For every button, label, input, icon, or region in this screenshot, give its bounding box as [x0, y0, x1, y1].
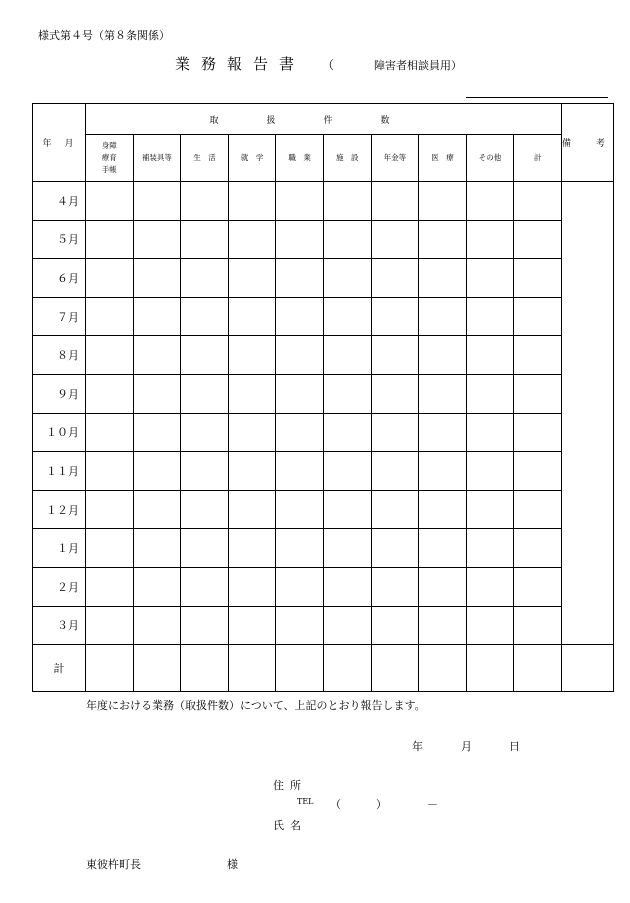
- category-header: 職 業: [276, 135, 324, 182]
- month-label: ６月: [33, 259, 86, 298]
- count-cell[interactable]: [371, 297, 419, 336]
- count-cell[interactable]: [514, 452, 562, 491]
- count-cell[interactable]: [323, 220, 371, 259]
- count-cell[interactable]: [228, 259, 276, 298]
- total-cell[interactable]: [133, 645, 181, 692]
- count-cell[interactable]: [419, 259, 467, 298]
- table-row: [33, 220, 614, 259]
- count-cell[interactable]: [133, 374, 181, 413]
- count-cell[interactable]: [371, 490, 419, 529]
- count-cell[interactable]: [86, 374, 134, 413]
- category-header: その他: [466, 135, 514, 182]
- count-cell[interactable]: [419, 220, 467, 259]
- count-cell[interactable]: [323, 182, 371, 221]
- count-cell[interactable]: [371, 182, 419, 221]
- count-cell[interactable]: [419, 606, 467, 645]
- count-cell[interactable]: [276, 297, 324, 336]
- count-cell[interactable]: [86, 606, 134, 645]
- total-cell[interactable]: [86, 645, 134, 692]
- count-cell[interactable]: [419, 490, 467, 529]
- count-cell[interactable]: [181, 297, 229, 336]
- count-cell[interactable]: [181, 259, 229, 298]
- count-cell[interactable]: [371, 567, 419, 606]
- count-cell[interactable]: [181, 529, 229, 568]
- count-cell[interactable]: [371, 220, 419, 259]
- count-cell[interactable]: [181, 606, 229, 645]
- count-cell[interactable]: [419, 567, 467, 606]
- count-cell[interactable]: [228, 374, 276, 413]
- count-cell[interactable]: [228, 567, 276, 606]
- category-header-row: [33, 135, 614, 182]
- month-label: ７月: [33, 297, 86, 336]
- count-cell[interactable]: [466, 259, 514, 298]
- month-label: １０月: [33, 413, 86, 452]
- count-cell[interactable]: [276, 336, 324, 375]
- count-cell[interactable]: [371, 259, 419, 298]
- count-cell[interactable]: [228, 490, 276, 529]
- count-cell[interactable]: [133, 452, 181, 491]
- count-cell[interactable]: [514, 297, 562, 336]
- count-cell[interactable]: [181, 490, 229, 529]
- count-cell[interactable]: [371, 413, 419, 452]
- count-cell[interactable]: [86, 452, 134, 491]
- count-cell[interactable]: [419, 336, 467, 375]
- table-row: [33, 182, 614, 221]
- count-cell[interactable]: [419, 182, 467, 221]
- count-cell[interactable]: [228, 297, 276, 336]
- count-cell[interactable]: [181, 182, 229, 221]
- total-cell[interactable]: [181, 645, 229, 692]
- count-cell[interactable]: [514, 529, 562, 568]
- count-cell[interactable]: [181, 336, 229, 375]
- count-cell[interactable]: [323, 259, 371, 298]
- count-cell[interactable]: [419, 529, 467, 568]
- month-label: ３月: [33, 606, 86, 645]
- total-label: 計: [33, 645, 86, 692]
- count-cell[interactable]: [133, 567, 181, 606]
- count-cell[interactable]: [86, 529, 134, 568]
- count-cell[interactable]: [86, 336, 134, 375]
- blank-line: [466, 97, 608, 98]
- count-cell[interactable]: [371, 336, 419, 375]
- count-cell[interactable]: [466, 529, 514, 568]
- total-cell[interactable]: [276, 645, 324, 692]
- table-row: [33, 374, 614, 413]
- count-cell[interactable]: [419, 374, 467, 413]
- total-cell[interactable]: [514, 645, 562, 692]
- count-cell[interactable]: [181, 374, 229, 413]
- count-cell[interactable]: [323, 606, 371, 645]
- date-month-label: 月: [461, 740, 472, 753]
- count-cell[interactable]: [371, 529, 419, 568]
- count-cell[interactable]: [228, 452, 276, 491]
- category-header: 生 活: [181, 135, 229, 182]
- count-cell[interactable]: [86, 259, 134, 298]
- count-cell[interactable]: [466, 220, 514, 259]
- count-cell[interactable]: [276, 374, 324, 413]
- total-cell[interactable]: [419, 645, 467, 692]
- count-cell[interactable]: [466, 452, 514, 491]
- category-header: 計: [514, 135, 562, 182]
- count-cell[interactable]: [133, 606, 181, 645]
- table-body: [33, 182, 614, 692]
- count-cell[interactable]: [276, 259, 324, 298]
- category-header: 医 療: [419, 135, 467, 182]
- table-row: [33, 529, 614, 568]
- count-cell[interactable]: [133, 297, 181, 336]
- count-cell[interactable]: [514, 413, 562, 452]
- count-cell[interactable]: [133, 529, 181, 568]
- addressee-name: 東彼杵町長: [86, 858, 141, 871]
- count-cell[interactable]: [86, 567, 134, 606]
- count-cell[interactable]: [86, 182, 134, 221]
- month-label: ９月: [33, 374, 86, 413]
- count-cell[interactable]: [514, 567, 562, 606]
- count-cell[interactable]: [514, 606, 562, 645]
- count-cell[interactable]: [323, 567, 371, 606]
- address-label: 住所: [273, 779, 307, 792]
- category-header: 身障 療育 手帳: [86, 135, 134, 182]
- count-cell[interactable]: [276, 452, 324, 491]
- count-cell[interactable]: [276, 182, 324, 221]
- count-cell[interactable]: [419, 413, 467, 452]
- tel-paren-open: （: [330, 798, 341, 811]
- count-cell[interactable]: [371, 606, 419, 645]
- count-cell[interactable]: [86, 490, 134, 529]
- count-cell[interactable]: [466, 374, 514, 413]
- category-header: 就 学: [228, 135, 276, 182]
- month-label: １月: [33, 529, 86, 568]
- form-number: 様式第４号（第８条関係）: [38, 29, 170, 42]
- count-cell[interactable]: [276, 220, 324, 259]
- count-cell[interactable]: [323, 529, 371, 568]
- name-label: 氏名: [273, 819, 307, 832]
- remarks-cell[interactable]: [562, 182, 614, 645]
- page-title: 業務報告書: [175, 55, 306, 73]
- count-cell[interactable]: [466, 182, 514, 221]
- month-label: １１月: [33, 452, 86, 491]
- count-cell[interactable]: [276, 529, 324, 568]
- count-cell[interactable]: [514, 374, 562, 413]
- month-label: ４月: [33, 182, 86, 221]
- total-cell[interactable]: [466, 645, 514, 692]
- count-cell[interactable]: [276, 490, 324, 529]
- count-cell[interactable]: [133, 220, 181, 259]
- count-cell[interactable]: [323, 490, 371, 529]
- count-cell[interactable]: [181, 452, 229, 491]
- year-month-header: 年 月: [33, 104, 86, 182]
- count-cell[interactable]: [133, 336, 181, 375]
- count-cell[interactable]: [514, 490, 562, 529]
- count-cell[interactable]: [228, 413, 276, 452]
- count-cell[interactable]: [181, 413, 229, 452]
- count-cell[interactable]: [181, 567, 229, 606]
- count-cell[interactable]: [466, 336, 514, 375]
- count-cell[interactable]: [323, 374, 371, 413]
- table-row: [33, 336, 614, 375]
- category-header: 補装具等: [133, 135, 181, 182]
- count-cell[interactable]: [419, 297, 467, 336]
- cases-group-header: 取扱件数: [86, 104, 562, 135]
- addressee-honorific: 様: [227, 858, 238, 871]
- total-cell[interactable]: [228, 645, 276, 692]
- count-cell[interactable]: [323, 336, 371, 375]
- count-cell[interactable]: [514, 259, 562, 298]
- count-cell[interactable]: [276, 567, 324, 606]
- table-row: [33, 259, 614, 298]
- count-cell[interactable]: [86, 220, 134, 259]
- count-cell[interactable]: [323, 452, 371, 491]
- count-cell[interactable]: [466, 606, 514, 645]
- month-label: ５月: [33, 220, 86, 259]
- total-cell[interactable]: [323, 645, 371, 692]
- category-header: 年金等: [371, 135, 419, 182]
- count-cell[interactable]: [228, 529, 276, 568]
- count-cell[interactable]: [133, 490, 181, 529]
- month-label: ８月: [33, 336, 86, 375]
- count-cell[interactable]: [133, 182, 181, 221]
- count-cell[interactable]: [86, 413, 134, 452]
- count-cell[interactable]: [371, 374, 419, 413]
- count-cell[interactable]: [466, 413, 514, 452]
- count-cell[interactable]: [323, 413, 371, 452]
- count-cell[interactable]: [276, 606, 324, 645]
- count-cell[interactable]: [466, 490, 514, 529]
- count-cell[interactable]: [86, 297, 134, 336]
- tel-paren-close: ）: [376, 798, 387, 811]
- count-cell[interactable]: [228, 220, 276, 259]
- table-row: [33, 490, 614, 529]
- table-row: [33, 297, 614, 336]
- total-row: [33, 645, 614, 692]
- title-subtitle: 障害者相談員用）: [374, 59, 462, 72]
- report-table: [32, 103, 614, 692]
- total-remarks-cell[interactable]: [562, 645, 614, 692]
- report-statement: 年度における業務（取扱件数）について、上記のとおり報告します。: [86, 699, 426, 712]
- count-cell[interactable]: [276, 413, 324, 452]
- count-cell[interactable]: [228, 606, 276, 645]
- count-cell[interactable]: [133, 413, 181, 452]
- count-cell[interactable]: [228, 336, 276, 375]
- month-label: ２月: [33, 567, 86, 606]
- remarks-header: 備 考: [562, 104, 614, 182]
- tel-label: TEL: [297, 797, 314, 806]
- category-header: 施 設: [323, 135, 371, 182]
- count-cell[interactable]: [323, 297, 371, 336]
- count-cell[interactable]: [133, 259, 181, 298]
- table-row: [33, 567, 614, 606]
- title-paren-open: （: [322, 58, 335, 72]
- count-cell[interactable]: [228, 182, 276, 221]
- date-day-label: 日: [509, 740, 520, 753]
- count-cell[interactable]: [466, 567, 514, 606]
- count-cell[interactable]: [514, 336, 562, 375]
- count-cell[interactable]: [514, 182, 562, 221]
- month-label: １２月: [33, 490, 86, 529]
- count-cell[interactable]: [419, 452, 467, 491]
- count-cell[interactable]: [514, 220, 562, 259]
- table-row: [33, 413, 614, 452]
- count-cell[interactable]: [371, 452, 419, 491]
- tel-dash: －: [427, 798, 438, 811]
- table-row: [33, 606, 614, 645]
- count-cell[interactable]: [466, 297, 514, 336]
- total-cell[interactable]: [371, 645, 419, 692]
- date-year-label: 年: [412, 740, 423, 753]
- table-row: [33, 452, 614, 491]
- count-cell[interactable]: [181, 220, 229, 259]
